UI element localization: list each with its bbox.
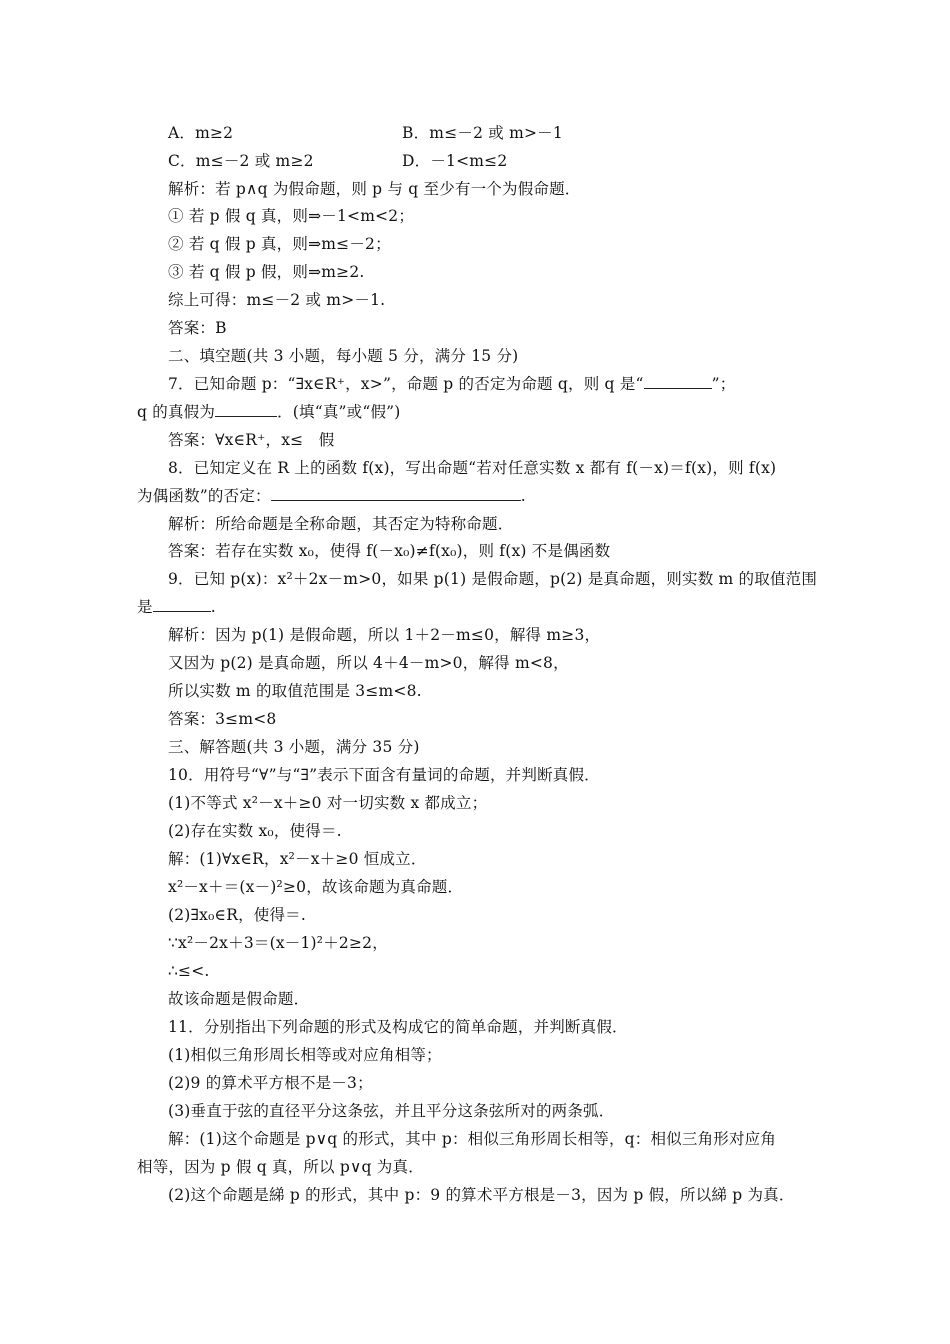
q7-line2-text-a: q 的真假为 — [137, 403, 216, 421]
q6-answer: 答案：B — [168, 319, 227, 337]
q8-line2-text-b: . — [520, 487, 526, 505]
section2-title: 二、填空题(共 3 小题，每小题 5 分，满分 15 分) — [168, 347, 519, 365]
q11-sol2: 相等，因为 p 假 q 真，所以 p∨q 为真． — [137, 1158, 424, 1176]
q10-item2: (2)存在实数 x₀，使得＝. — [168, 822, 342, 840]
q8-analysis: 解析：所给命题是全称命题，其否定为特称命题． — [168, 515, 514, 533]
q10-sol5: ∴≤<. — [168, 962, 210, 980]
q7-line1 — [168, 374, 735, 394]
q10-sol3: (2)∃x₀∈R，使得＝. — [168, 906, 306, 924]
option-d: D．－1<m≤2 — [402, 152, 508, 170]
answer-blank[interactable] — [644, 374, 712, 389]
answer-blank[interactable] — [215, 402, 277, 417]
q10-sol1: 解：(1)∀x∈R，x²－x＋≥0 恒成立． — [168, 850, 427, 868]
q10-line1: 10．用符号“∀”与“∃”表示下面含有量词的命题，并判断真假． — [168, 766, 600, 784]
q9-analysis2: 又因为 p(2) 是真命题，所以 4＋4－m>0，解得 m<8， — [168, 654, 569, 672]
q11-sol1: 解：(1)这个命题是 p∨q 的形式，其中 p：相似三角形周长相等，q：相似三角形对应角 — [168, 1130, 777, 1148]
option-b: B．m≤－2 或 m>－1 — [402, 124, 563, 142]
q9-line2-text-a: 是 — [137, 598, 153, 616]
q11-line1: 11．分别指出下列命题的形式及构成它的简单命题，并判断真假． — [168, 1018, 628, 1036]
q9-analysis1: 解析：因为 p(1) 是假命题，所以 1＋2－m≤0，解得 m≥3， — [168, 626, 601, 644]
q10-item1: (1)不等式 x²－x＋≥0 对一切实数 x 都成立； — [168, 794, 488, 812]
option-c: C．m≤－2 或 m≥2 — [168, 152, 314, 170]
q6-analysis: 解析：若 p∧q 为假命题，则 p 与 q 至少有一个为假命题． — [168, 180, 581, 198]
answer-blank[interactable] — [271, 486, 521, 501]
q11-sol3: (2)这个命题是綈 p 的形式，其中 p：9 的算术平方根是－3，因为 p 假，所以綈 p 为真． — [168, 1186, 795, 1204]
q8-line2-text-a: 为偶函数”的否定： — [137, 487, 271, 505]
q8-answer: 答案：若存在实数 x₀，使得 f(－x₀)≠f(x₀)，则 f(x) 不是偶函数 — [168, 542, 611, 560]
q9-line2 — [137, 597, 216, 617]
option-a: A．m≥2 — [168, 124, 234, 142]
q6-case3: ③ 若 q 假 p 假，则⇒m≥2. — [168, 263, 365, 281]
answer-blank[interactable] — [153, 597, 211, 612]
q9-answer: 答案：3≤m<8 — [168, 710, 277, 728]
section3-title: 三、解答题(共 3 小题，满分 35 分) — [168, 738, 420, 756]
q8-line1: 8．已知定义在 R 上的函数 f(x)，写出命题“若对任意实数 x 都有 f(－x)＝f(x)，则 f(x) — [168, 459, 777, 477]
q6-case2: ② 若 q 假 p 真，则⇒m≤－2； — [168, 235, 391, 253]
q7-answer: 答案：∀x∈R⁺，x≤ 假 — [168, 431, 335, 449]
q8-line2 — [137, 486, 526, 506]
q7-line2 — [137, 402, 401, 422]
q10-sol6: 故该命题是假命题． — [168, 990, 310, 1008]
q9-line1: 9．已知 p(x)：x²＋2x－m>0，如果 p(1) 是假命题，p(2) 是真命题，则实数 m 的取值范围 — [168, 570, 818, 588]
q11-item2: (2)9 的算术平方根不是－3； — [168, 1074, 373, 1092]
q7-line1-text-a: 7．已知命题 p：“∃x∈R⁺，x>”，命题 p 的否定为命题 q，则 q 是“ — [168, 375, 644, 393]
q7-line1-text-b: ”； — [711, 375, 736, 393]
q11-item3: (3)垂直于弦的直径平分这条弦，并且平分这条弦所对的两条弧． — [168, 1102, 615, 1120]
q7-line2-text-b: ．(填“真”或“假”) — [277, 403, 401, 421]
q6-summary: 综上可得：m≤－2 或 m>－1. — [168, 291, 386, 309]
q11-item1: (1)相似三角形周长相等或对应角相等； — [168, 1046, 442, 1064]
q10-sol4: ∵x²－2x＋3＝(x－1)²＋2≥2， — [168, 934, 388, 952]
q9-analysis3: 所以实数 m 的取值范围是 3≤m<8. — [168, 682, 422, 700]
q6-case1: ① 若 p 假 q 真，则⇒－1<m<2； — [168, 207, 415, 225]
q9-line2-text-b: . — [210, 598, 216, 616]
q10-sol2: x²－x＋＝(x－)²≥0，故该命题为真命题． — [168, 878, 464, 896]
